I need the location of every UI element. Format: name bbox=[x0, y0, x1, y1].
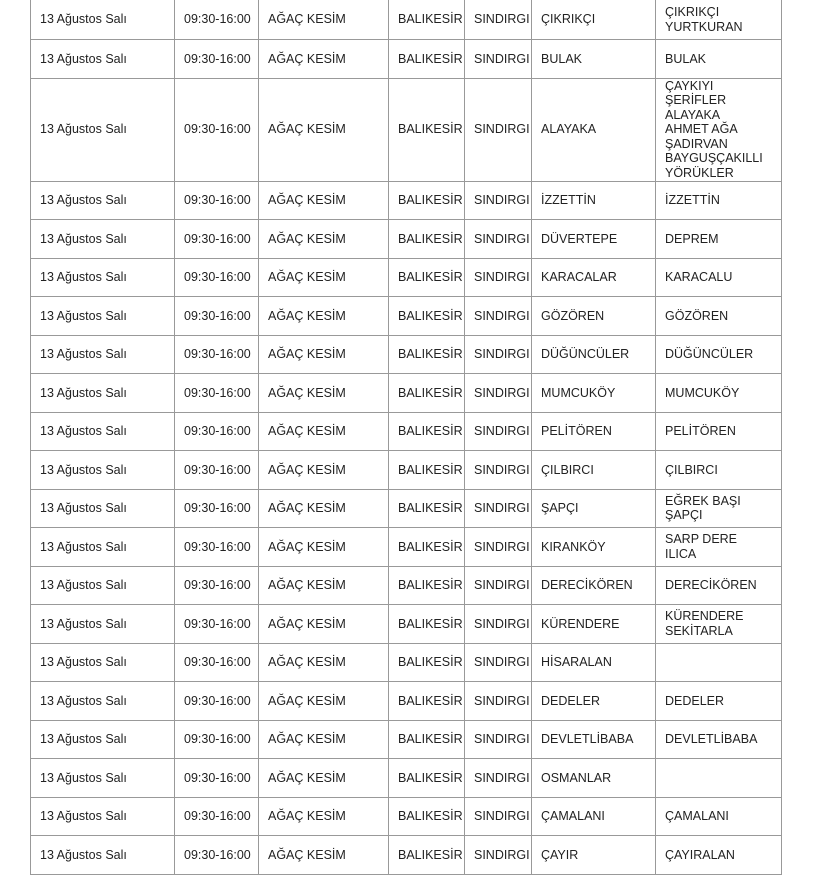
street-name: MUMCUKÖY bbox=[665, 385, 740, 400]
date-cell: 13 Ağustos Salı bbox=[31, 605, 175, 644]
street-name: ÇAYKIYI bbox=[665, 78, 714, 93]
neighborhood-cell: ÇILBIRCI bbox=[532, 451, 656, 490]
reason-cell: AĞAÇ KESİM bbox=[259, 0, 389, 40]
date-cell: 13 Ağustos Salı bbox=[31, 451, 175, 490]
date-cell: 13 Ağustos Salı bbox=[31, 220, 175, 259]
streets-cell bbox=[656, 836, 782, 875]
date-cell: 13 Ağustos Salı bbox=[31, 40, 175, 79]
neighborhood-cell: DEDELER bbox=[532, 682, 656, 721]
streets-cell bbox=[656, 759, 782, 798]
district-cell: SINDIRGI bbox=[465, 720, 532, 759]
street-name: DEDELER bbox=[665, 693, 725, 708]
district-cell: SINDIRGI bbox=[465, 258, 532, 297]
time-cell: 09:30-16:00 bbox=[175, 720, 259, 759]
table-row bbox=[31, 0, 782, 40]
date-cell: 13 Ağustos Salı bbox=[31, 374, 175, 413]
district-cell: SINDIRGI bbox=[465, 797, 532, 836]
reason-cell: AĞAÇ KESİM bbox=[259, 412, 389, 451]
streets-cell bbox=[656, 682, 782, 721]
date-cell: 13 Ağustos Salı bbox=[31, 412, 175, 451]
streets-cell bbox=[656, 181, 782, 220]
district-cell: SINDIRGI bbox=[465, 374, 532, 413]
neighborhood-cell: ŞAPÇI bbox=[532, 489, 656, 528]
time-cell: 09:30-16:00 bbox=[175, 335, 259, 374]
table-row bbox=[31, 643, 782, 682]
date-cell: 13 Ağustos Salı bbox=[31, 759, 175, 798]
district-cell: SINDIRGI bbox=[465, 643, 532, 682]
table-row bbox=[31, 836, 782, 875]
table-row bbox=[31, 181, 782, 220]
street-name: ÇILBIRCI bbox=[665, 462, 718, 477]
reason-cell: AĞAÇ KESİM bbox=[259, 40, 389, 79]
streets-cell bbox=[656, 643, 782, 682]
date-cell: 13 Ağustos Salı bbox=[31, 181, 175, 220]
streets-cell bbox=[656, 220, 782, 259]
province-cell: BALIKESİR bbox=[389, 528, 465, 567]
reason-cell: AĞAÇ KESİM bbox=[259, 258, 389, 297]
table-row bbox=[31, 412, 782, 451]
province-cell: BALIKESİR bbox=[389, 759, 465, 798]
date-cell: 13 Ağustos Salı bbox=[31, 836, 175, 875]
streets-cell bbox=[656, 451, 782, 490]
province-cell: BALIKESİR bbox=[389, 605, 465, 644]
street-name: ILICA bbox=[665, 546, 697, 561]
table-row bbox=[31, 258, 782, 297]
reason-cell: AĞAÇ KESİM bbox=[259, 566, 389, 605]
table-row bbox=[31, 759, 782, 798]
time-cell: 09:30-16:00 bbox=[175, 451, 259, 490]
streets-cell bbox=[656, 258, 782, 297]
neighborhood-cell: HİSARALAN bbox=[532, 643, 656, 682]
reason-cell: AĞAÇ KESİM bbox=[259, 528, 389, 567]
streets-cell bbox=[656, 335, 782, 374]
time-cell: 09:30-16:00 bbox=[175, 528, 259, 567]
neighborhood-cell: DÜVERTEPE bbox=[532, 220, 656, 259]
time-cell: 09:30-16:00 bbox=[175, 682, 259, 721]
district-cell: SINDIRGI bbox=[465, 566, 532, 605]
district-cell: SINDIRGI bbox=[465, 451, 532, 490]
table-row bbox=[31, 605, 782, 644]
province-cell: BALIKESİR bbox=[389, 451, 465, 490]
province-cell: BALIKESİR bbox=[389, 0, 465, 40]
street-name: SARP DERE bbox=[665, 532, 738, 547]
table-row bbox=[31, 797, 782, 836]
province-cell: BALIKESİR bbox=[389, 181, 465, 220]
outage-table bbox=[30, 0, 782, 875]
date-cell: 13 Ağustos Salı bbox=[31, 566, 175, 605]
district-cell: SINDIRGI bbox=[465, 220, 532, 259]
streets-cell bbox=[656, 297, 782, 336]
streets-cell bbox=[656, 528, 782, 567]
street-name: ALAYAKA bbox=[665, 107, 721, 122]
date-cell: 13 Ağustos Salı bbox=[31, 643, 175, 682]
reason-cell: AĞAÇ KESİM bbox=[259, 605, 389, 644]
date-cell: 13 Ağustos Salı bbox=[31, 258, 175, 297]
province-cell: BALIKESİR bbox=[389, 682, 465, 721]
province-cell: BALIKESİR bbox=[389, 374, 465, 413]
street-name: SEKİTARLA bbox=[665, 623, 733, 638]
street-name: DÜĞÜNCÜLER bbox=[665, 347, 754, 361]
streets-cell bbox=[656, 566, 782, 605]
neighborhood-cell: BULAK bbox=[532, 40, 656, 79]
street-name: DEVLETLİBABA bbox=[665, 732, 758, 746]
district-cell: SINDIRGI bbox=[465, 297, 532, 336]
neighborhood-cell: OSMANLAR bbox=[532, 759, 656, 798]
date-cell: 13 Ağustos Salı bbox=[31, 682, 175, 721]
table-row bbox=[31, 566, 782, 605]
street-name: ŞAPÇI bbox=[665, 508, 703, 523]
table-row bbox=[31, 335, 782, 374]
province-cell: BALIKESİR bbox=[389, 643, 465, 682]
table-row bbox=[31, 682, 782, 721]
district-cell: SINDIRGI bbox=[465, 759, 532, 798]
province-cell: BALIKESİR bbox=[389, 797, 465, 836]
time-cell: 09:30-16:00 bbox=[175, 78, 259, 181]
date-cell: 13 Ağustos Salı bbox=[31, 297, 175, 336]
neighborhood-cell: KARACALAR bbox=[532, 258, 656, 297]
province-cell: BALIKESİR bbox=[389, 720, 465, 759]
district-cell: SINDIRGI bbox=[465, 78, 532, 181]
province-cell: BALIKESİR bbox=[389, 412, 465, 451]
district-cell: SINDIRGI bbox=[465, 528, 532, 567]
time-cell: 09:30-16:00 bbox=[175, 181, 259, 220]
district-cell: SINDIRGI bbox=[465, 0, 532, 40]
neighborhood-cell: DERECİKÖREN bbox=[532, 566, 656, 605]
table-row bbox=[31, 451, 782, 490]
time-cell: 09:30-16:00 bbox=[175, 489, 259, 528]
table-row bbox=[31, 720, 782, 759]
neighborhood-cell: ALAYAKA bbox=[532, 78, 656, 181]
table-row bbox=[31, 489, 782, 528]
time-cell: 09:30-16:00 bbox=[175, 643, 259, 682]
table-row bbox=[31, 528, 782, 567]
outage-table-body bbox=[31, 0, 782, 874]
time-cell: 09:30-16:00 bbox=[175, 605, 259, 644]
province-cell: BALIKESİR bbox=[389, 566, 465, 605]
streets-cell bbox=[656, 374, 782, 413]
date-cell: 13 Ağustos Salı bbox=[31, 78, 175, 181]
table-row bbox=[31, 297, 782, 336]
province-cell: BALIKESİR bbox=[389, 258, 465, 297]
table-row bbox=[31, 40, 782, 79]
street-name: İZZETTİN bbox=[665, 193, 720, 207]
neighborhood-cell: DÜĞÜNCÜLER bbox=[532, 335, 656, 374]
time-cell: 09:30-16:00 bbox=[175, 836, 259, 875]
streets-cell bbox=[656, 0, 782, 40]
streets-cell bbox=[656, 605, 782, 644]
province-cell: BALIKESİR bbox=[389, 489, 465, 528]
neighborhood-cell: PELİTÖREN bbox=[532, 412, 656, 451]
date-cell: 13 Ağustos Salı bbox=[31, 335, 175, 374]
reason-cell: AĞAÇ KESİM bbox=[259, 297, 389, 336]
time-cell: 09:30-16:00 bbox=[175, 759, 259, 798]
street-name: PELİTÖREN bbox=[665, 424, 736, 438]
time-cell: 09:30-16:00 bbox=[175, 258, 259, 297]
street-name: AHMET AĞA bbox=[665, 122, 738, 137]
street-name: ÇAYIRALAN bbox=[665, 847, 735, 862]
district-cell: SINDIRGI bbox=[465, 682, 532, 721]
street-name: YURTKURAN bbox=[665, 19, 743, 34]
reason-cell: AĞAÇ KESİM bbox=[259, 335, 389, 374]
date-cell: 13 Ağustos Salı bbox=[31, 797, 175, 836]
neighborhood-cell: ÇAYIR bbox=[532, 836, 656, 875]
neighborhood-cell: ÇIKRIKÇI bbox=[532, 0, 656, 40]
streets-cell bbox=[656, 797, 782, 836]
reason-cell: AĞAÇ KESİM bbox=[259, 682, 389, 721]
reason-cell: AĞAÇ KESİM bbox=[259, 797, 389, 836]
table-row bbox=[31, 220, 782, 259]
province-cell: BALIKESİR bbox=[389, 335, 465, 374]
streets-cell bbox=[656, 489, 782, 528]
street-name: BULAK bbox=[665, 51, 706, 66]
street-name: ÇIKRIKÇI bbox=[665, 5, 720, 19]
reason-cell: AĞAÇ KESİM bbox=[259, 451, 389, 490]
district-cell: SINDIRGI bbox=[465, 40, 532, 79]
table-row bbox=[31, 78, 782, 181]
street-name: DERECİKÖREN bbox=[665, 578, 757, 592]
province-cell: BALIKESİR bbox=[389, 78, 465, 181]
streets-cell bbox=[656, 720, 782, 759]
time-cell: 09:30-16:00 bbox=[175, 40, 259, 79]
date-cell: 13 Ağustos Salı bbox=[31, 720, 175, 759]
province-cell: BALIKESİR bbox=[389, 836, 465, 875]
time-cell: 09:30-16:00 bbox=[175, 797, 259, 836]
reason-cell: AĞAÇ KESİM bbox=[259, 720, 389, 759]
street-name: ÇAMALANI bbox=[665, 809, 729, 823]
district-cell: SINDIRGI bbox=[465, 836, 532, 875]
date-cell: 13 Ağustos Salı bbox=[31, 489, 175, 528]
time-cell: 09:30-16:00 bbox=[175, 566, 259, 605]
province-cell: BALIKESİR bbox=[389, 220, 465, 259]
time-cell: 09:30-16:00 bbox=[175, 220, 259, 259]
date-cell: 13 Ağustos Salı bbox=[31, 528, 175, 567]
street-name: BAYGUŞÇAKILLI bbox=[665, 151, 763, 166]
street-name: GÖZÖREN bbox=[665, 308, 729, 323]
neighborhood-cell: GÖZÖREN bbox=[532, 297, 656, 336]
streets-cell bbox=[656, 412, 782, 451]
time-cell: 09:30-16:00 bbox=[175, 374, 259, 413]
time-cell: 09:30-16:00 bbox=[175, 0, 259, 40]
street-name: EĞREK BAŞI bbox=[665, 493, 741, 508]
neighborhood-cell: İZZETTİN bbox=[532, 181, 656, 220]
neighborhood-cell: DEVLETLİBABA bbox=[532, 720, 656, 759]
province-cell: BALIKESİR bbox=[389, 297, 465, 336]
reason-cell: AĞAÇ KESİM bbox=[259, 759, 389, 798]
street-name: KÜRENDERE bbox=[665, 609, 744, 624]
street-name: ŞERİFLER bbox=[665, 93, 727, 108]
district-cell: SINDIRGI bbox=[465, 335, 532, 374]
time-cell: 09:30-16:00 bbox=[175, 412, 259, 451]
street-name: KARACALU bbox=[665, 270, 733, 284]
neighborhood-cell: MUMCUKÖY bbox=[532, 374, 656, 413]
reason-cell: AĞAÇ KESİM bbox=[259, 220, 389, 259]
reason-cell: AĞAÇ KESİM bbox=[259, 78, 389, 181]
street-name: DEPREM bbox=[665, 231, 719, 246]
district-cell: SINDIRGI bbox=[465, 489, 532, 528]
date-cell: 13 Ağustos Salı bbox=[31, 0, 175, 40]
street-name: ŞADIRVAN bbox=[665, 136, 728, 151]
neighborhood-cell: ÇAMALANI bbox=[532, 797, 656, 836]
neighborhood-cell: KIRANKÖY bbox=[532, 528, 656, 567]
district-cell: SINDIRGI bbox=[465, 605, 532, 644]
table-row bbox=[31, 374, 782, 413]
reason-cell: AĞAÇ KESİM bbox=[259, 374, 389, 413]
reason-cell: AĞAÇ KESİM bbox=[259, 181, 389, 220]
time-cell: 09:30-16:00 bbox=[175, 297, 259, 336]
district-cell: SINDIRGI bbox=[465, 412, 532, 451]
neighborhood-cell: KÜRENDERE bbox=[532, 605, 656, 644]
streets-cell bbox=[656, 40, 782, 79]
province-cell: BALIKESİR bbox=[389, 40, 465, 79]
district-cell: SINDIRGI bbox=[465, 181, 532, 220]
reason-cell: AĞAÇ KESİM bbox=[259, 836, 389, 875]
street-name: YÖRÜKLER bbox=[665, 165, 734, 180]
reason-cell: AĞAÇ KESİM bbox=[259, 489, 389, 528]
reason-cell: AĞAÇ KESİM bbox=[259, 643, 389, 682]
streets-cell bbox=[656, 78, 782, 181]
